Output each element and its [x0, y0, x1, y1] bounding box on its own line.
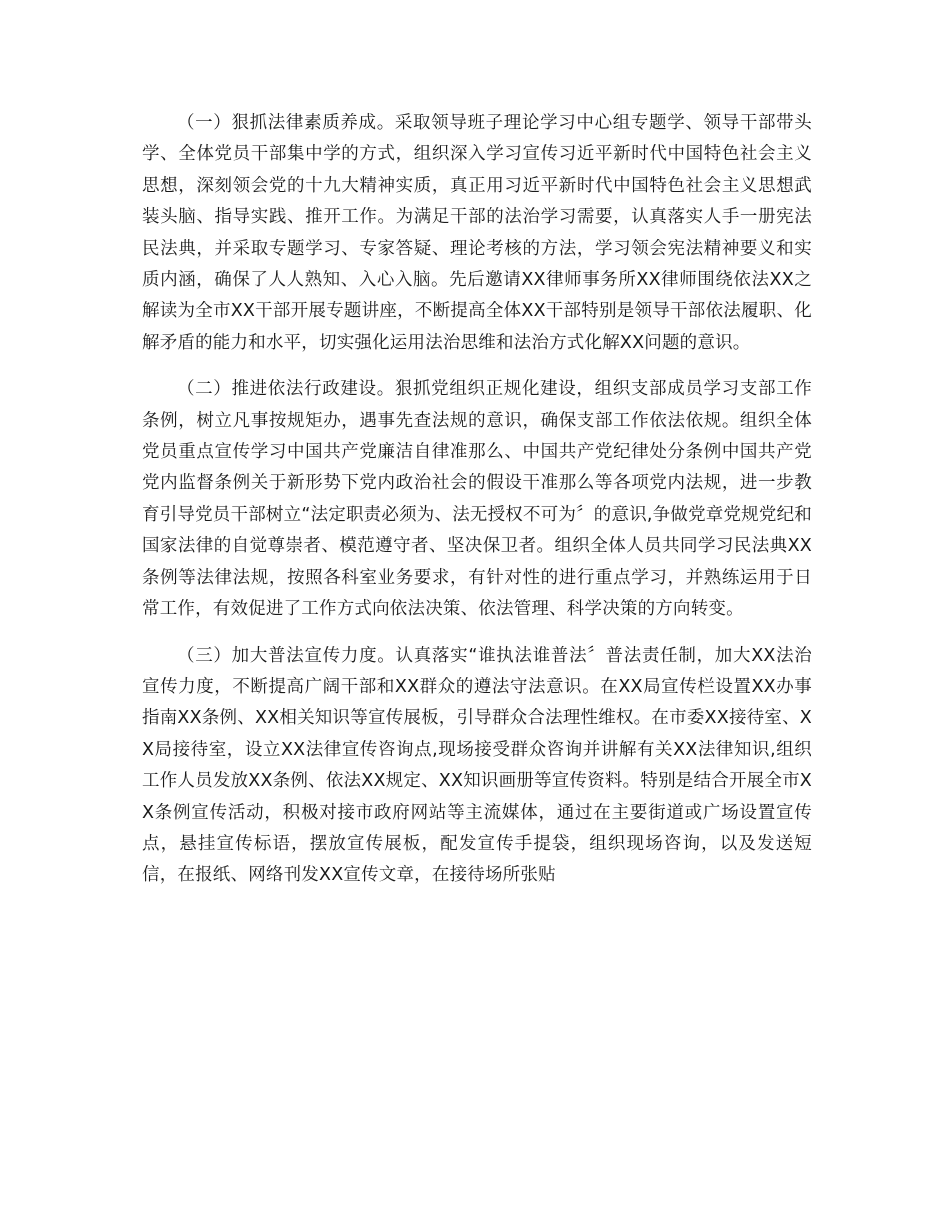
- document-body: [142, 108, 812, 907]
- paragraph-law-publicity: （三）加大普法宣传力度。认真落实“谁执法谁普法〞普法责任制，加大XX法治宣传力度，不断提高广阔干部和XX群众的遵法守法意识。在XX局宣传栏设置XX办事指南XX条例、XX相关知识等宣传展板，引导群众合法理性维权。在市委XX接待室、XX局接待室，设立XX法律宣传咨询点,现场接受群众咨询并讲解有关XX法律知识,组织工作人员发放XX条例、依法XX规定、XX知识画册等宣传资料。特别是结合开展全市XX条例宣传活动，积极对接市政府网站等主流媒体，通过在主要街道或广场设置宣传点，悬挂宣传标语，摆放宣传展板，配发宣传手提袋，组织现场咨询，以及发送短信，在报纸、网络刊发XX宣传文章，在接待场所张贴: [142, 645, 812, 886]
- paragraph-legal-literacy: （一）狠抓法律素质养成。采取领导班子理论学习中心组专题学、领导干部带头学、全体党员干部集中学的方式，组织深入学习宣传习近平新时代中国特色社会主义思想，深刻领会党的十九大精神实质，真正用习近平新时代中国特色社会主义思想武装头脑、指导实践、推开工作。为满足干部的法治学习需要，认真落实人手一册宪法民法典，并采取专题学习、专家答疑、理论考核的方法，学习领会宪法精神要义和实质内涵，确保了人人熟知、入心入脑。先后邀请XX律师事务所XX律师围绕依法XX之解读为全市XX干部开展专题讲座，不断提高全体XX干部特别是领导干部依法履职、化解矛盾的能力和水平，切实强化运用法治思维和法治方式化解XX问题的意识。: [142, 113, 812, 353]
- paragraph-rule-of-law-administration: （二）推进依法行政建设。狠抓党组织正规化建设，组织支部成员学习支部工作条例，树立凡事按规矩办，遇事先查法规的意识，确保支部工作依法依规。组织全体党员重点宣传学习中国共产党廉洁自律准那么、中国共产党纪律处分条例中国共产党党内监督条例关于新形势下党内政治社会的假设干准那么等各项党内法规，进一步教育引导党员干部树立“法定职责必须为、法无授权不可为〞的意识,争做党章党规党纪和国家法律的自觉尊崇者、模范遵守者、坚决保卫者。组织全体人员共同学习民法典XX条例等法律法规，按照各科室业务要求，有针对性的进行重点学习，并熟练运用于日常工作，有效促进了工作方式向依法决策、依法管理、科学决策的方向转变。: [142, 379, 812, 620]
